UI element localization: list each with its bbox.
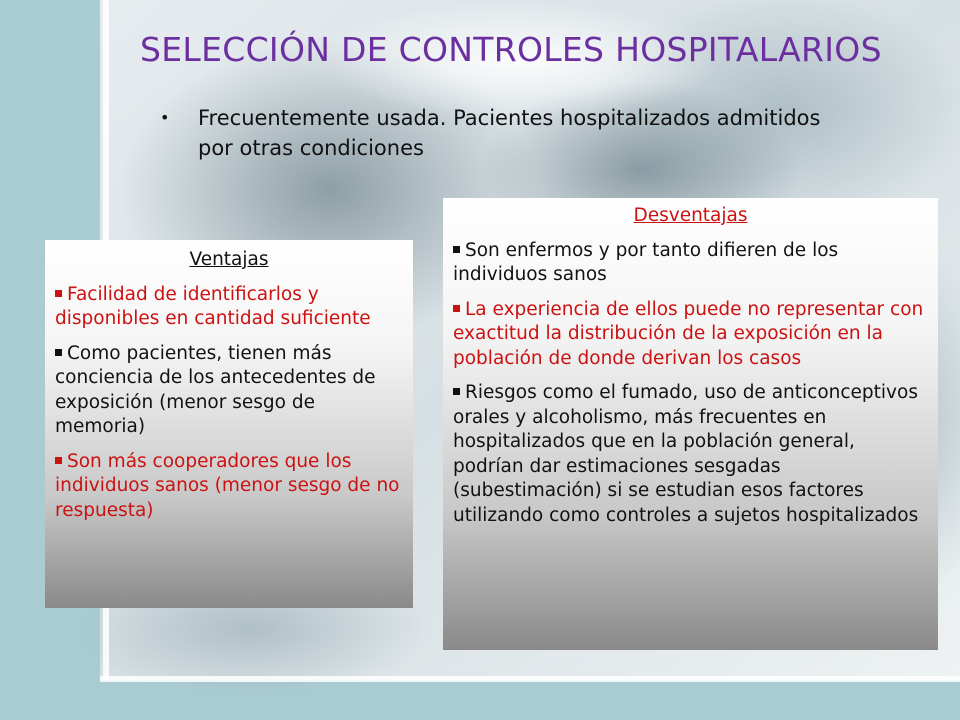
intro-bullet-text: Frecuentemente usada. Pacientes hospitalizados admitidos por otras condiciones — [198, 106, 821, 160]
bullet-dot: • — [160, 108, 170, 127]
ventajas-item — [55, 450, 403, 524]
square-bullet-icon — [55, 457, 62, 464]
ventajas-item — [55, 283, 403, 332]
desventajas-panel — [443, 198, 938, 650]
ventajas-heading: Ventajas — [189, 249, 269, 270]
desventajas-heading: Desventajas — [633, 205, 748, 226]
ventajas-item-text: Son más cooperadores que los individuos sanos (menor sesgo de no respuesta) — [55, 450, 400, 521]
ventajas-panel — [45, 240, 413, 608]
desventajas-item — [453, 381, 928, 528]
desventajas-item — [453, 239, 928, 288]
desventajas-item-text: Riesgos como el fumado, uso de anticonceptivos orales y alcoholismo, más frecuentes en hospitalizados que en la población general, podrían dar estimaciones sesgadas (subestimación) si se estudian esos factores utilizando como controles a sujetos hospitalizados — [453, 382, 919, 526]
slide-title: SELECCIÓN DE CONTROLES HOSPITALARIOS — [140, 30, 882, 69]
ventajas-item-text: Como pacientes, tienen más conciencia de los antecedentes de exposición (menor sesgo de memoria) — [55, 342, 376, 437]
intro-bullet — [160, 103, 840, 163]
ventajas-item — [55, 342, 403, 440]
desventajas-item — [453, 298, 928, 372]
square-bullet-icon — [453, 246, 460, 253]
square-bullet-icon — [453, 388, 460, 395]
square-bullet-icon — [55, 290, 62, 297]
square-bullet-icon — [453, 305, 460, 312]
ventajas-item-text: Facilidad de identificarlos y disponibles en cantidad suficiente — [55, 283, 371, 329]
square-bullet-icon — [55, 349, 62, 356]
desventajas-item-text: Son enfermos y por tanto difieren de los individuos sanos — [453, 239, 839, 285]
desventajas-item-text: La experiencia de ellos puede no representar con exactitud la distribución de la exposición en la población de donde derivan los casos — [453, 298, 924, 369]
